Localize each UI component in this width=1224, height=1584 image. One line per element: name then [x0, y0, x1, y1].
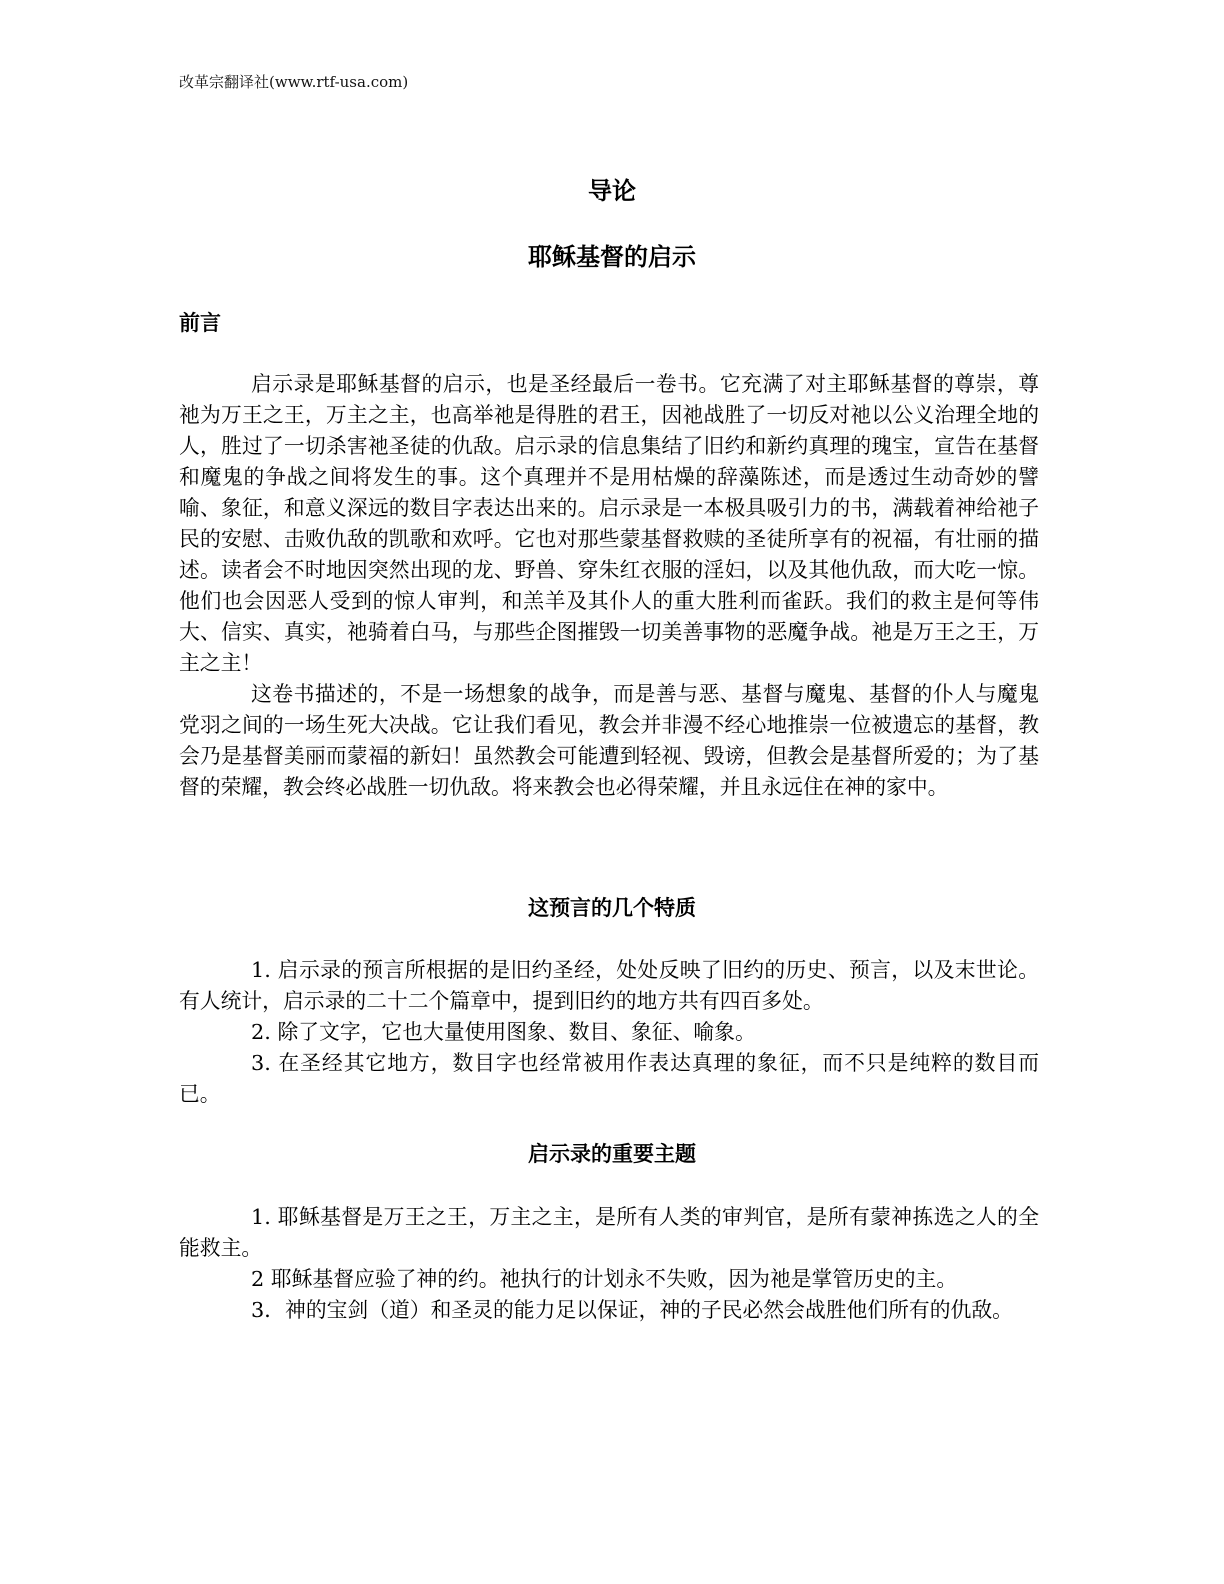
section-heading-themes: 启示录的重要主题: [528, 1141, 696, 1166]
list-item: 2 耶稣基督应验了神的约。祂执行的计划永不失败，因为祂是掌管历史的主。: [251, 1267, 958, 1291]
section-heading-characteristics: 这预言的几个特质: [528, 895, 696, 920]
page-header-source: 改革宗翻译社(www.rtf-usa.com): [179, 73, 409, 91]
page-subtitle: 耶稣基督的启示: [528, 242, 696, 271]
characteristics-list: [179, 955, 1039, 1110]
list-item: 1. 启示录的预言所根据的是旧约圣经，处处反映了旧约的历史、预言，以及末世论。有人统计，启示录的二十二个篇章中，提到旧约的地方共有四百多处。: [179, 958, 1039, 1013]
preface-body: [179, 369, 1039, 803]
preface-paragraph: 这卷书描述的，不是一场想象的战争，而是善与恶、基督与魔鬼、基督的仆人与魔鬼党羽之间的一场生死大决战。它让我们看见，教会并非漫不经心地推崇一位被遗忘的基督，教会乃是基督美丽而蒙福的新妇！虽然教会可能遭到轻视、毁谤，但教会是基督所爱的；为了基督的荣耀，教会终必战胜一切仇敌。将来教会也必得荣耀，并且永远住在神的家中。: [179, 682, 1039, 799]
page-title: 导论: [588, 176, 636, 205]
list-item: 3．神的宝剑（道）和圣灵的能力足以保证，神的子民必然会战胜他们所有的仇敌。: [251, 1298, 1013, 1322]
list-item: 3. 在圣经其它地方，数目字也经常被用作表达真理的象征，而不只是纯粹的数目而已。: [179, 1051, 1039, 1106]
themes-list: [179, 1202, 1039, 1326]
section-heading-preface: 前言: [179, 310, 221, 335]
list-item: 2. 除了文字，它也大量使用图象、数目、象征、喻象。: [251, 1020, 756, 1044]
preface-paragraph: 启示录是耶稣基督的启示，也是圣经最后一卷书。它充满了对主耶稣基督的尊崇，尊祂为万王之王，万主之主，也高举祂是得胜的君王，因祂战胜了一切反对祂以公义治理全地的人，胜过了一切杀害祂圣徒的仇敌。启示录的信息集结了旧约和新约真理的瑰宝，宣告在基督和魔鬼的争战之间将发生的事。这个真理并不是用枯燥的辞藻陈述，而是透过生动奇妙的譬喻、象征，和意义深远的数目字表达出来的。启示录是一本极具吸引力的书，满载着神给祂子民的安慰、击败仇敌的凯歌和欢呼。它也对那些蒙基督救赎的圣徒所享有的祝福，有壮丽的描述。读者会不时地因突然出现的龙、野兽、穿朱红衣服的淫妇，以及其他仇敌，而大吃一惊。他们也会因恶人受到的惊人审判，和羔羊及其仆人的重大胜利而雀跃。我们的救主是何等伟大、信实、真实，祂骑着白马，与那些企图摧毁一切美善事物的恶魔争战。祂是万王之王，万主之主！: [179, 372, 1039, 675]
list-item: 1. 耶稣基督是万王之王，万主之主，是所有人类的审判官，是所有蒙神拣选之人的全能救主。: [179, 1205, 1039, 1260]
